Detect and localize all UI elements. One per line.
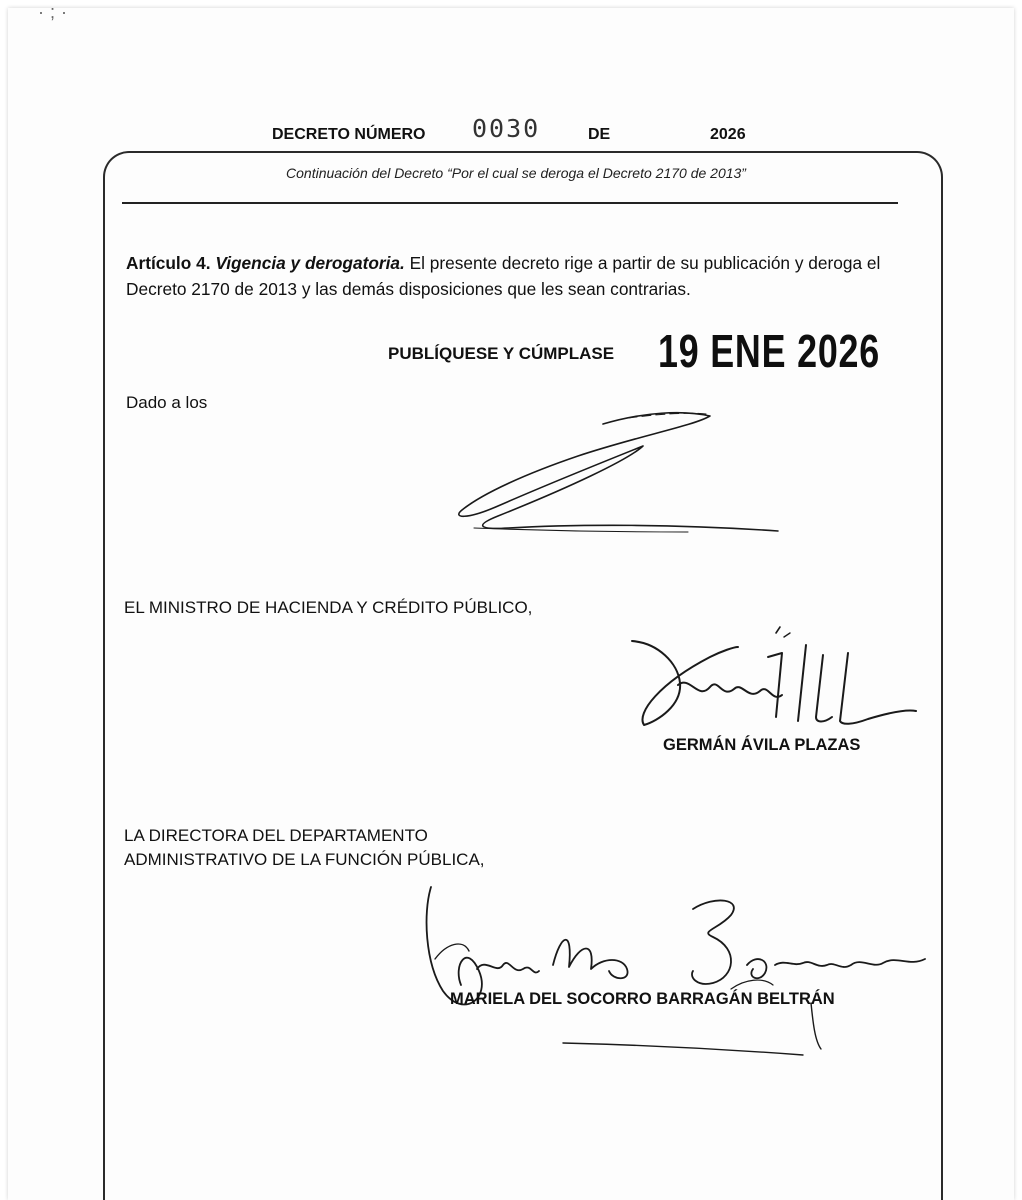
director-role-line-1: LA DIRECTORA DEL DEPARTAMENTO [124,826,428,845]
date-stamp: 19 ENE 2026 [658,325,881,377]
director-role [124,824,485,872]
presidential-signature [438,398,798,543]
director-name: MARIELA DEL SOCORRO BARRAGÁN BELTRÁN [450,990,835,1008]
article-title: Vigencia y derogatoria. [215,253,405,273]
minister-signature [618,613,918,738]
decree-year: 2026 [710,126,746,143]
minister-name: GERMÁN ÁVILA PLAZAS [663,736,861,754]
article-body: El presente decreto rige a partir de su publicación y deroga el Decreto 2170 de 2013 y las demás disposiciones que les sean contrarias. [126,253,881,299]
decree-de-label: DE [588,126,611,143]
dado-a-los: Dado a los [126,393,208,412]
article-4 [126,250,906,302]
article-number: Artículo 4. [126,253,211,273]
scan-artifact-mark: ·;· [38,8,73,22]
director-role-line-2: ADMINISTRATIVO DE LA FUNCIÓN PÚBLICA, [124,850,485,869]
director-signature [413,873,933,1068]
decree-number-label: DECRETO NÚMERO [272,126,426,143]
publiquese-heading: PUBLÍQUESE Y CÚMPLASE [388,344,615,363]
header-divider [122,202,898,204]
document-page [8,8,1014,1200]
minister-role: EL MINISTRO DE HACIENDA Y CRÉDITO PÚBLICO, [124,598,533,617]
continuation-caption: Continuación del Decreto “Por el cual se deroga el Decreto 2170 de 2013” [286,165,746,181]
decree-number-value: 0030 [472,114,541,143]
